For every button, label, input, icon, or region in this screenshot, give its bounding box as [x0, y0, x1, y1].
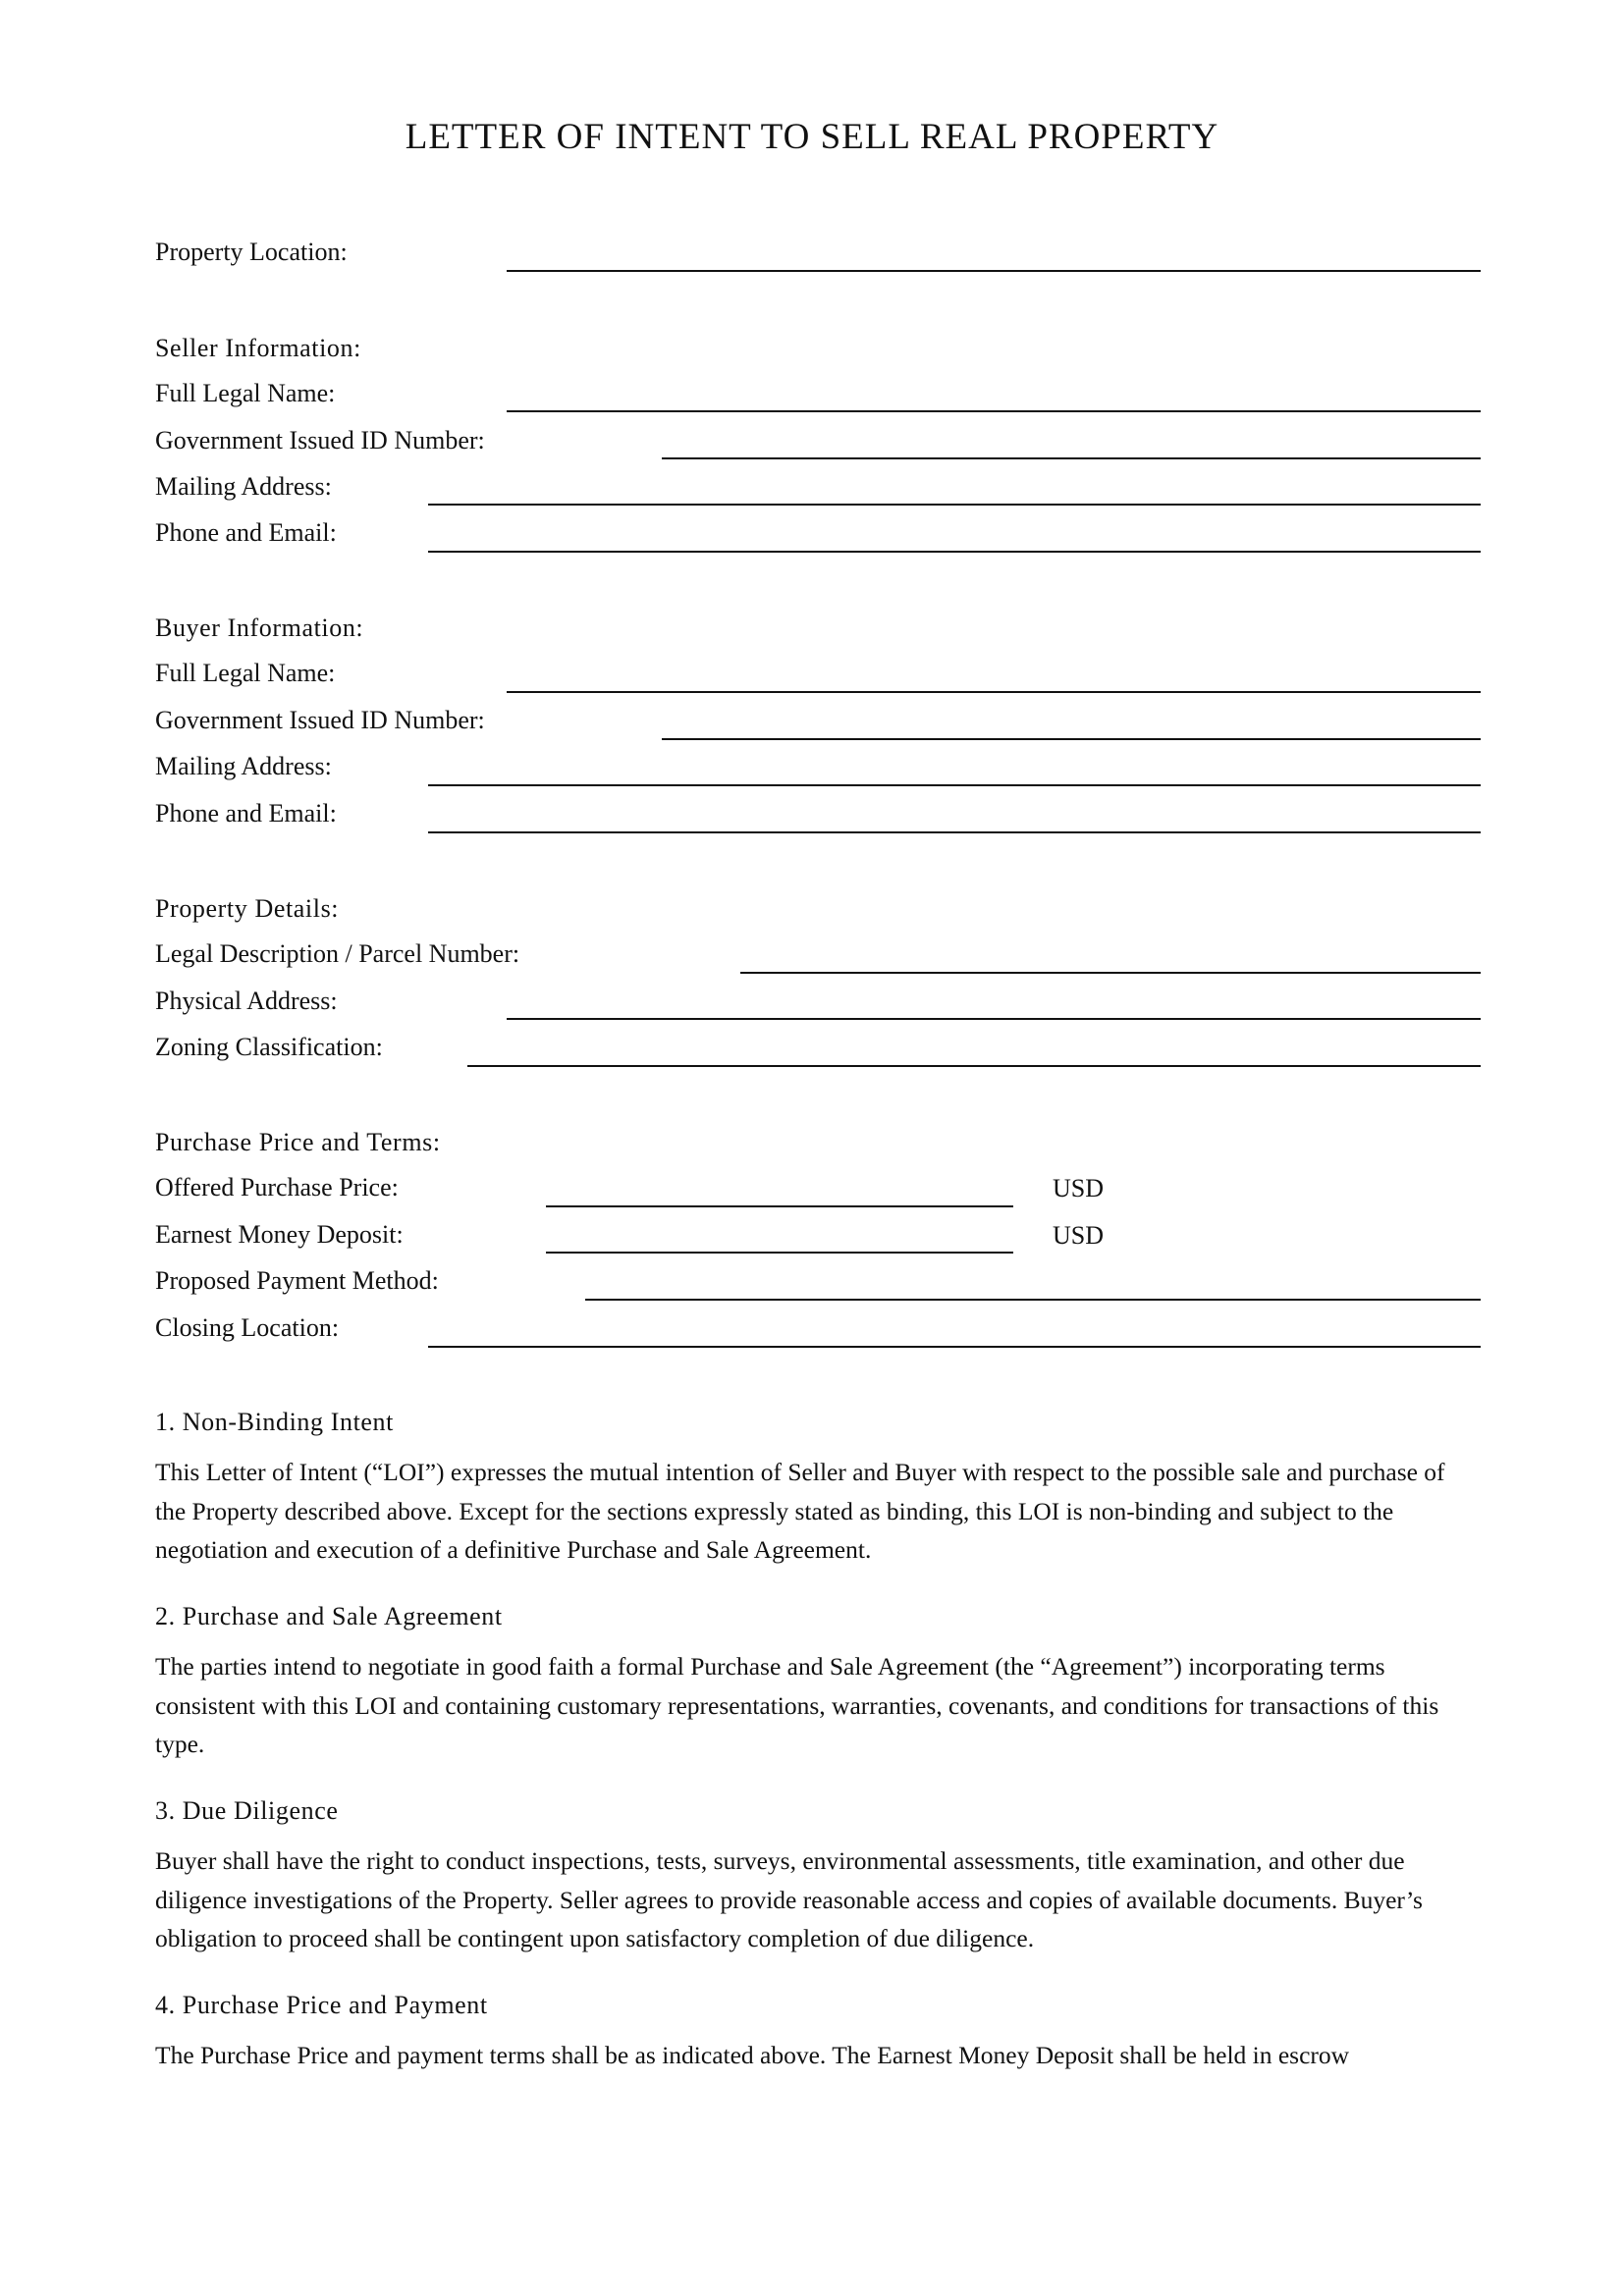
buyer-gov-id-row: [155, 700, 1481, 739]
clause-1-body: This Letter of Intent (“LOI”) expresses the mutual intention of Seller and Buyer with respect to the possible sale and purchase of the Property described above. Except for the sections expressly stated as binding, this LOI is non-binding and subject to the negotiation and execution of a definitive Purchase and Sale Agreement.: [155, 1458, 1445, 1564]
seller-full-name-row: [155, 373, 1481, 412]
buyer-phone-email-row: [155, 793, 1481, 832]
seller-phone-email-field[interactable]: [428, 551, 1481, 553]
seller-full-name-label: Full Legal Name:: [155, 379, 336, 407]
document-title: LETTER OF INTENT TO SELL REAL PROPERTY: [405, 117, 1219, 157]
seller-gov-id-row: [155, 420, 1481, 459]
earnest-money-field[interactable]: [546, 1252, 1013, 1254]
legal-desc-row: [155, 934, 1481, 973]
clause-4-heading: 4. Purchase Price and Payment: [155, 1991, 488, 2019]
closing-location-field[interactable]: [428, 1346, 1481, 1348]
clause-4-body: The Purchase Price and payment terms shall be as indicated above. The Earnest Money Deposit shall be held in escrow: [155, 2041, 1350, 2069]
earnest-money-row: [155, 1214, 1481, 1254]
offered-price-label: Offered Purchase Price:: [155, 1173, 399, 1201]
seller-full-name-field[interactable]: [507, 410, 1481, 412]
earnest-money-label: Earnest Money Deposit:: [155, 1220, 404, 1249]
legal-desc-label: Legal Description / Parcel Number:: [155, 939, 520, 968]
buyer-gov-id-label: Government Issued ID Number:: [155, 706, 485, 734]
property-location-field[interactable]: [507, 270, 1481, 272]
payment-method-row: [155, 1260, 1481, 1300]
buyer-mailing-field[interactable]: [428, 784, 1481, 786]
payment-method-field[interactable]: [585, 1299, 1481, 1301]
clause-1-heading: 1. Non-Binding Intent: [155, 1408, 394, 1436]
zoning-field[interactable]: [467, 1065, 1481, 1067]
seller-mailing-field[interactable]: [428, 504, 1481, 506]
offered-price-row: [155, 1167, 1481, 1206]
seller-phone-email-label: Phone and Email:: [155, 518, 337, 547]
offered-price-unit: USD: [1053, 1174, 1105, 1202]
legal-desc-field[interactable]: [740, 972, 1481, 974]
buyer-phone-email-label: Phone and Email:: [155, 799, 337, 828]
earnest-money-unit: USD: [1053, 1221, 1105, 1250]
zoning-label: Zoning Classification:: [155, 1033, 383, 1061]
payment-method-label: Proposed Payment Method:: [155, 1266, 439, 1295]
seller-mailing-label: Mailing Address:: [155, 472, 332, 501]
zoning-row: [155, 1027, 1481, 1066]
closing-location-row: [155, 1308, 1481, 1347]
buyer-full-name-field[interactable]: [507, 691, 1481, 693]
buyer-mailing-row: [155, 746, 1481, 785]
physical-address-label: Physical Address:: [155, 987, 338, 1015]
physical-address-field[interactable]: [507, 1018, 1481, 1020]
closing-location-label: Closing Location:: [155, 1313, 340, 1342]
offered-price-field[interactable]: [546, 1205, 1013, 1207]
physical-address-row: [155, 981, 1481, 1020]
seller-gov-id-label: Government Issued ID Number:: [155, 426, 485, 454]
buyer-full-name-label: Full Legal Name:: [155, 659, 336, 687]
buyer-info-heading: Buyer Information:: [155, 614, 364, 642]
property-location-label: Property Location:: [155, 238, 348, 266]
buyer-phone-email-field[interactable]: [428, 831, 1481, 833]
clause-3-heading: 3. Due Diligence: [155, 1796, 339, 1825]
buyer-gov-id-field[interactable]: [662, 738, 1481, 740]
seller-mailing-row: [155, 466, 1481, 506]
seller-info-heading: Seller Information:: [155, 334, 361, 362]
seller-phone-email-row: [155, 512, 1481, 552]
property-location-row: [155, 232, 1481, 271]
clause-2-body: The parties intend to negotiate in good faith a formal Purchase and Sale Agreement (the “Agreement”) incorporating terms consistent with this LOI and containing customary representations, warranties, covenants, and conditions for transactions of this type.: [155, 1652, 1439, 1758]
clause-3-body: Buyer shall have the right to conduct inspections, tests, surveys, environmental assessments, title examination, and other due diligence investigations of the Property. Seller agrees to provide reasonable access and copies of available documents. Buyer’s obligation to proceed shall be contingent upon satisfactory completion of due diligence.: [155, 1846, 1423, 1952]
property-details-heading: Property Details:: [155, 894, 340, 923]
clause-2-heading: 2. Purchase and Sale Agreement: [155, 1602, 503, 1630]
purchase-terms-heading: Purchase Price and Terms:: [155, 1128, 441, 1156]
seller-gov-id-field[interactable]: [662, 457, 1481, 459]
buyer-mailing-label: Mailing Address:: [155, 752, 332, 780]
buyer-full-name-row: [155, 653, 1481, 692]
